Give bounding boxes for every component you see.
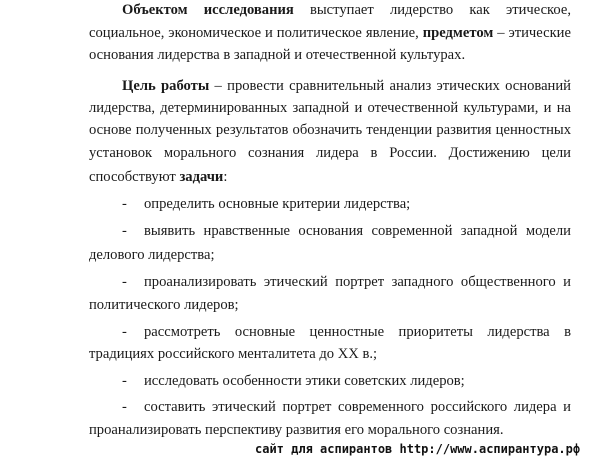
task-item-continuation: традициях российского менталитета до XX в.; [89, 346, 378, 362]
task-item: - определить основные критерии лидерства; [122, 196, 411, 212]
tasks-term: задачи [179, 169, 224, 185]
object-line-1: Объектом исследования выступает лидерство как этическое, [122, 2, 572, 18]
task-item-continuation: политического лидеров; [89, 297, 239, 313]
list-dash: - [122, 399, 127, 415]
list-dash: - [122, 196, 127, 212]
object-line-2: социальное, экономическое и политическое явление, предметом – этические [89, 25, 571, 41]
goal-line-5: способствуют задачи: [89, 169, 228, 185]
list-dash: - [122, 274, 127, 290]
list-dash: - [122, 223, 127, 239]
task-item: - выявить нравственные основания современной западной модели [122, 223, 571, 239]
goal-line-2: лидерства, детерминированных западной и отечественной культурами, и на [89, 100, 571, 116]
site-watermark: сайт для аспирантов http://www.аспирантура.рф [255, 442, 581, 456]
task-item: - составить этический портрет современного российского лидера и [122, 399, 571, 415]
goal-term: Цель работы [122, 78, 210, 94]
goal-line-4: установок морального сознания лидера в России. Достижению цели [89, 145, 571, 161]
task-item: - исследовать особенности этики советских лидеров; [122, 373, 465, 389]
subject-term: предметом [422, 25, 494, 41]
list-dash: - [122, 324, 127, 340]
goal-line-1: Цель работы – провести сравнительный анализ этических оснований [122, 78, 571, 94]
task-item: - рассмотреть основные ценностные приоритеты лидерства в [122, 324, 571, 340]
goal-line-3: основе полученных результатов обозначить тенденции развития ценностных [89, 122, 571, 138]
object-line-3: основания лидерства в западной и отечественной культурах. [89, 47, 466, 63]
task-item-continuation: проанализировать перспективу развития его морального сознания. [89, 422, 504, 438]
task-item-continuation: делового лидерства; [89, 247, 215, 263]
task-item: - проанализировать этический портрет западного общественного и [122, 274, 571, 290]
object-term: Объектом исследования [122, 2, 294, 18]
list-dash: - [122, 373, 127, 389]
